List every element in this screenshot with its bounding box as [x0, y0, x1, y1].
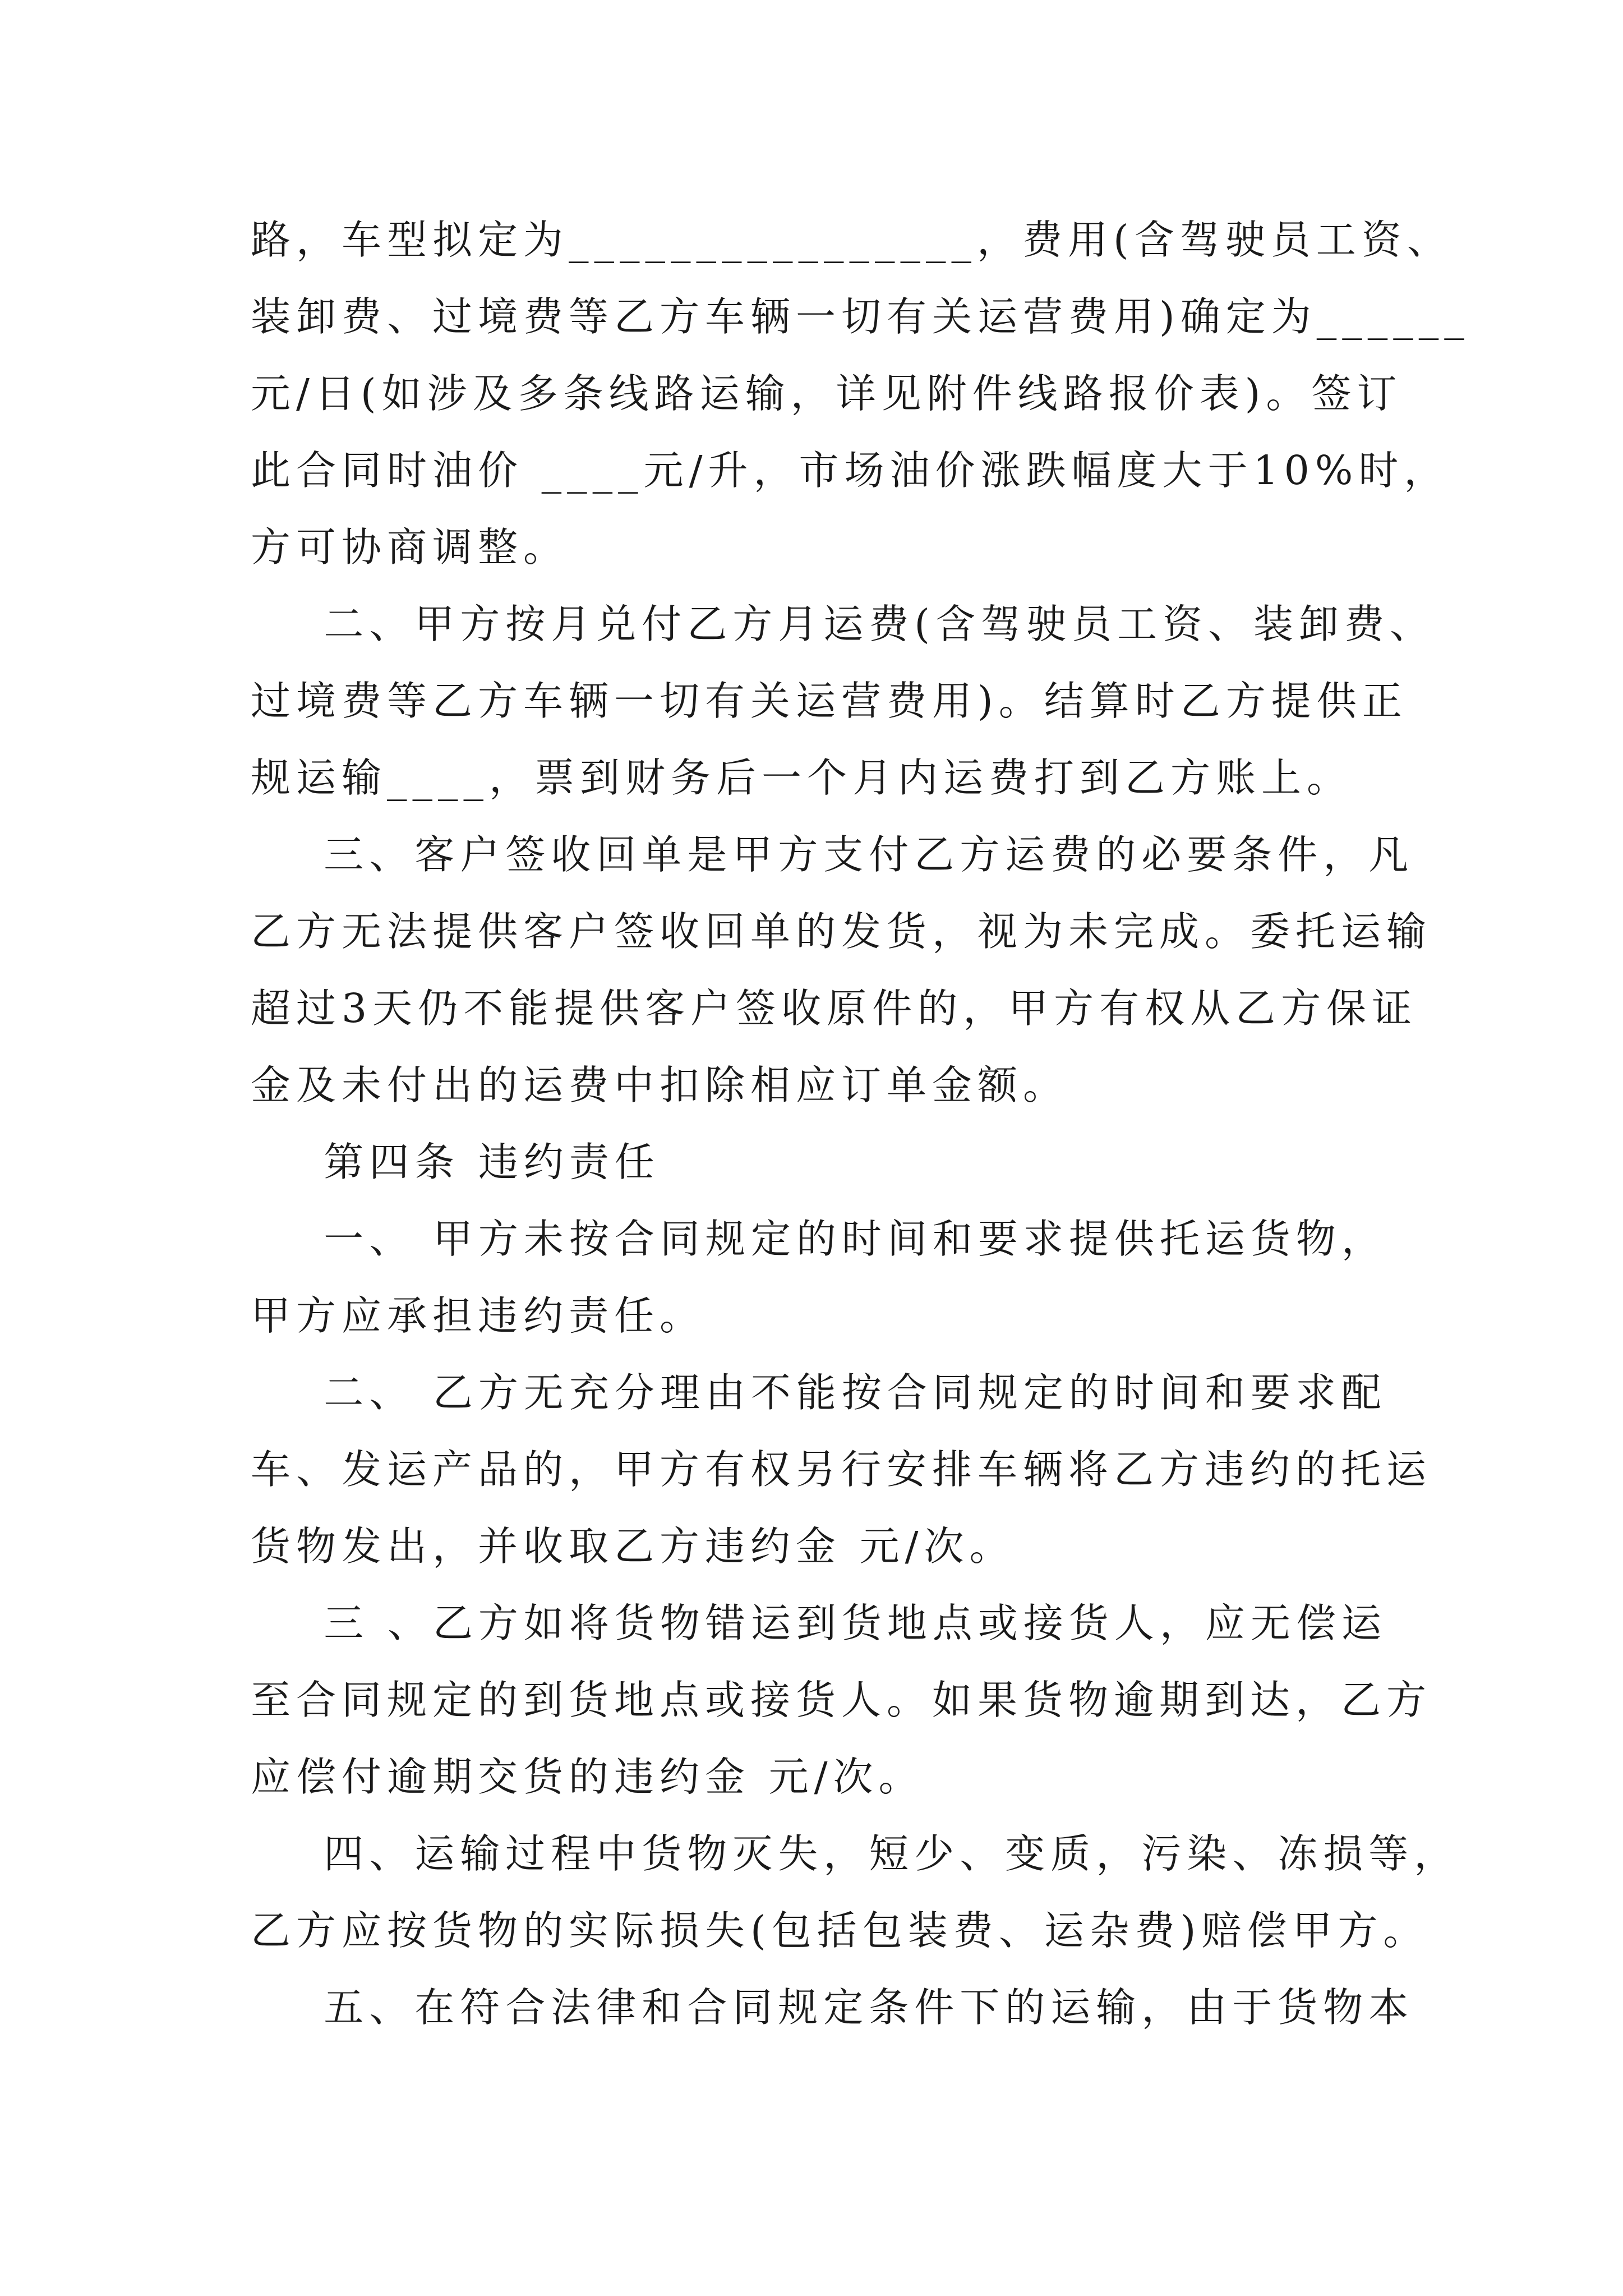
text-line: 甲方应承担违约责任。 [251, 1292, 706, 1339]
text-line: 三 、乙方如将货物错运到货地点或接货人，应无偿运 [251, 1600, 1387, 1646]
text-line: 路，车型拟定为________________，费用(含驾驶员工资、 [251, 217, 1453, 263]
text-line: 此合同时油价 ____元/升，市场油价涨跌幅度大于10%时， [251, 447, 1450, 494]
text-line: 方可协商调整。 [251, 524, 569, 570]
text-line: 一、 甲方未按合同规定的时间和要求提供托运货物， [251, 1216, 1387, 1262]
text-line: 装卸费、过境费等乙方车辆一切有关运营费用)确定为______ [251, 293, 1470, 340]
text-line: 车、发运产品的，甲方有权另行安排车辆将乙方违约的托运 [251, 1446, 1432, 1493]
text-line: 货物发出，并收取乙方违约金 元/次。 [251, 1523, 1015, 1570]
text-line: 规运输____，票到财务后一个月内运费打到乙方账上。 [251, 754, 1353, 801]
text-line: 超过3天仍不能提供客户签收原件的，甲方有权从乙方保证 [251, 985, 1418, 1032]
text-line: 四、运输过程中货物灭失，短少、变质，污染、冻损等， [251, 1830, 1460, 1877]
text-line: 二、甲方按月兑付乙方月运费(含驾驶员工资、装卸费、 [251, 601, 1435, 647]
text-line: 乙方应按货物的实际损失(包括包装费、运杂费)赔偿甲方。 [251, 1907, 1429, 1954]
text-line: 三、客户签收回单是甲方支付乙方运费的必要条件，凡 [251, 831, 1414, 878]
text-line: 二、 乙方无充分理由不能按合同规定的时间和要求配 [251, 1369, 1387, 1416]
section-heading: 第四条 违约责任 [251, 1139, 660, 1185]
text-line: 金及未付出的运费中扣除相应订单金额。 [251, 1062, 1069, 1108]
text-line: 过境费等乙方车辆一切有关运营费用)。结算时乙方提供正 [251, 678, 1408, 724]
text-line: 至合同规定的到货地点或接货人。如果货物逾期到达，乙方 [251, 1677, 1432, 1723]
text-line: 元/日(如涉及多条线路运输，详见附件线路报价表)。签订 [251, 370, 1403, 417]
text-line: 乙方无法提供客户签收回单的发货，视为未完成。委托运输 [251, 908, 1432, 955]
text-line: 应偿付逾期交货的违约金 元/次。 [251, 1754, 924, 1800]
text-line: 五、在符合法律和合同规定条件下的运输，由于货物本 [251, 1984, 1414, 2031]
